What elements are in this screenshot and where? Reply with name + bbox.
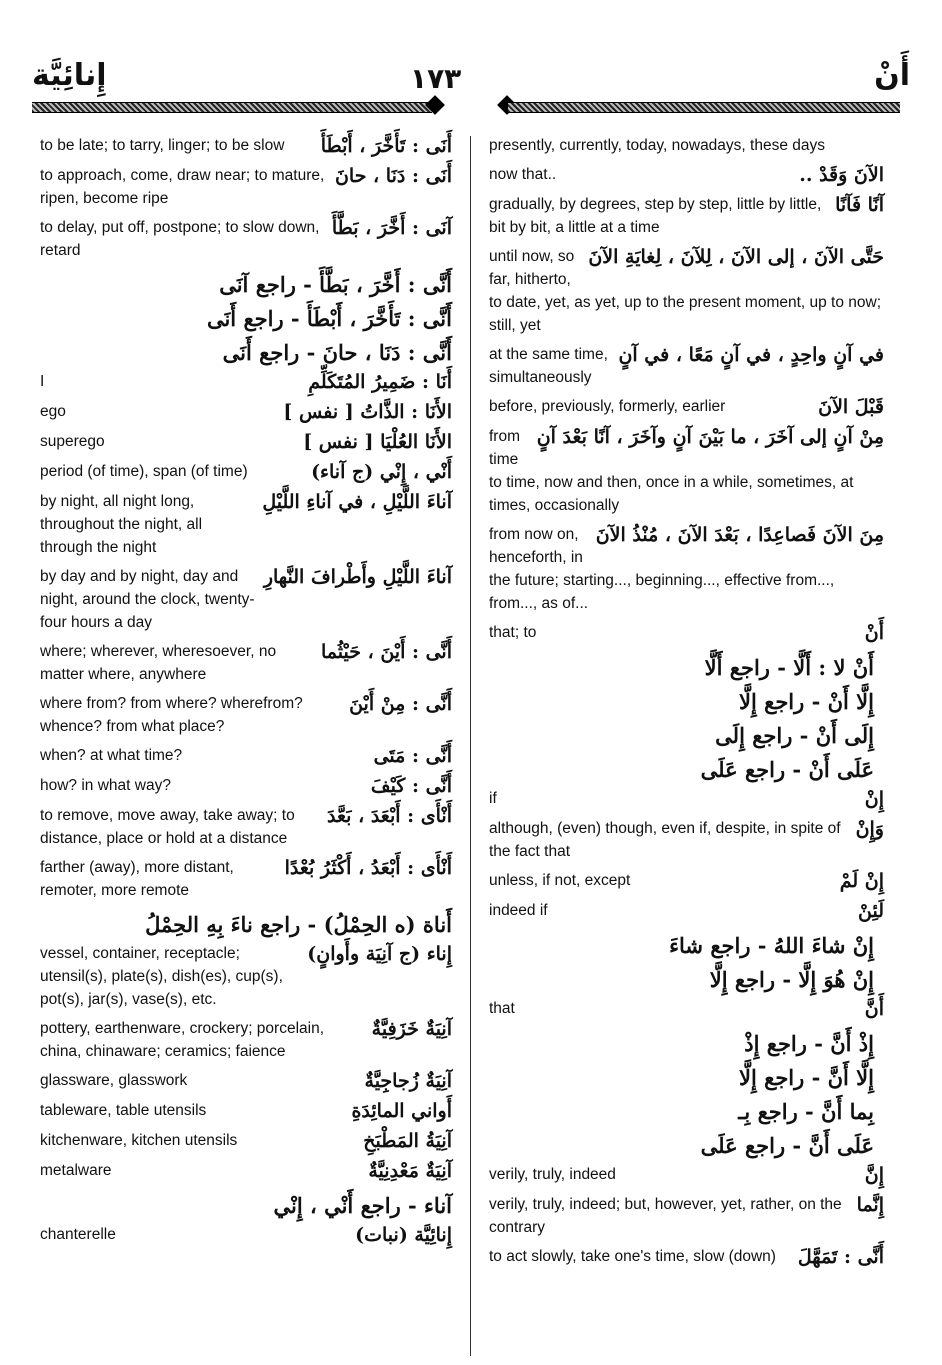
dictionary-entry xyxy=(489,869,884,893)
right-column xyxy=(489,134,884,1275)
english-definition: although, (even) though, even if, despite, in spite of the fact that xyxy=(489,820,841,860)
arabic-headword: أَنْي ، إِنْي (ج آناء) xyxy=(311,461,452,483)
english-definition: where from? from where? wherefrom? whence? from what place? xyxy=(40,695,303,735)
english-definition: ego xyxy=(40,403,66,420)
arabic-headword: الأَنَا العُلْيَا [ نفس ] xyxy=(303,431,452,453)
left-column xyxy=(40,134,452,1253)
header-rule-right xyxy=(508,102,900,113)
dictionary-entry xyxy=(489,621,884,645)
cross-reference-entry: أَنَّى : تَأَخَّرَ ، أَبْطَأَ - راجع أَنَى xyxy=(206,306,452,331)
english-definition: from now on, henceforth, in the future; starting..., beginning..., effective from..., from..., as of... xyxy=(489,526,835,612)
dictionary-entry xyxy=(40,640,452,686)
guide-word-left: إِنائِيَّة xyxy=(32,58,107,93)
arabic-headword: إِنَّما xyxy=(856,1194,884,1216)
arabic-headword: إِنَّ xyxy=(864,1164,884,1186)
arabic-headword: أَنَّى : مِنْ أَيْنَ xyxy=(349,693,452,715)
cross-reference-entry: بِما أَنَّ - راجع بِـ xyxy=(738,1099,874,1124)
guide-word-right: أَنْ xyxy=(874,58,910,93)
page-number: ١٧٣ xyxy=(410,62,462,95)
arabic-headword: آنِيَةُ المَطْبَخِ xyxy=(363,1130,452,1152)
arabic-headword: أَنَّى : مَتَى xyxy=(373,745,452,767)
arabic-headword: أَنَّى : كَيْفَ xyxy=(370,775,452,797)
english-definition: chanterelle xyxy=(40,1226,116,1243)
english-definition: superego xyxy=(40,433,105,450)
english-definition: how? in what way? xyxy=(40,777,171,794)
dictionary-entry xyxy=(489,163,884,187)
dictionary-entry xyxy=(489,899,884,923)
arabic-headword: حَتَّى الآنَ ، إلى الآنَ ، لِلآنَ ، لِغايَةِ الآنَ xyxy=(588,246,884,268)
arabic-headword: لَئِنْ xyxy=(858,900,884,922)
cross-reference-entry: إِنْ شاءَ اللهُ - راجع شاءَ xyxy=(669,933,874,958)
dictionary-entry xyxy=(489,817,884,863)
english-definition: if xyxy=(489,790,497,807)
arabic-headword: أَنَى : تَأَخَّرَ ، أَبْطَأَ xyxy=(320,135,452,157)
dictionary-entry xyxy=(40,216,452,262)
english-definition: period (of time), span (of time) xyxy=(40,463,248,480)
english-definition: that xyxy=(489,1000,515,1017)
cross-reference-entry: عَلَى أَنَّ - راجع عَلَى xyxy=(700,1133,874,1158)
english-definition: until now, so far, hitherto, to date, yet, as yet, up to the present moment, up to now; still, yet xyxy=(489,248,882,334)
cross-reference-entry: إِلَى أَنْ - راجع إِلَى xyxy=(715,723,874,748)
dictionary-entry xyxy=(40,804,452,850)
arabic-headword: أَنَى : دَنَا ، حانَ xyxy=(334,165,452,187)
arabic-headword: مِنَ الآنَ فَصاعِدًا ، بَعْدَ الآنَ ، مُنْذُ الآنَ xyxy=(595,524,884,546)
english-definition: tableware, table utensils xyxy=(40,1102,207,1119)
dictionary-entry xyxy=(489,193,884,239)
english-definition: to be late; to tarry, linger; to be slow xyxy=(40,137,285,154)
english-definition: kitchenware, kitchen utensils xyxy=(40,1132,238,1149)
english-definition: by day and by night, day and night, around the clock, twenty-four hours a day xyxy=(40,568,255,631)
arabic-headword: قَبْلَ الآنَ xyxy=(818,396,884,418)
english-definition: when? at what time? xyxy=(40,747,183,764)
arabic-headword: الأَنَا : الذَّاتُ [ نفس ] xyxy=(283,401,452,423)
dictionary-entry xyxy=(40,490,452,559)
cross-reference-entry: آناء - راجع أَنْي ، إِنْي xyxy=(273,1193,452,1218)
dictionary-entry xyxy=(489,523,884,615)
arabic-headword: إِناء (ج آنِيَة وأَوانٍ) xyxy=(307,943,452,965)
arabic-headword: إِنائِيَّة (نبات) xyxy=(355,1224,452,1246)
english-definition: to remove, move away, take away; to distance, place or hold at a distance xyxy=(40,807,295,847)
dictionary-entry xyxy=(40,1159,452,1183)
arabic-headword: آناءَ اللَّيْلِ ، في آناءِ اللَّيْلِ xyxy=(262,491,452,513)
arabic-headword: إِنْ لَمْ xyxy=(839,870,884,892)
english-definition: now that.. xyxy=(489,166,557,183)
dictionary-entry xyxy=(489,1245,884,1269)
dictionary-entry xyxy=(489,1193,884,1239)
arabic-headword: أَنَّ xyxy=(864,998,884,1020)
arabic-headword: مِنْ آنٍ إلى آخَرَ ، ما بَيْنَ آنٍ وآخَرَ ، آنًا بَعْدَ آنٍ xyxy=(536,426,884,448)
dictionary-entry xyxy=(489,1163,884,1187)
english-definition: before, previously, formerly, earlier xyxy=(489,398,726,415)
arabic-headword: في آنٍ واحِدٍ ، في آنٍ مَعًا ، في آنٍ xyxy=(618,344,884,366)
english-definition: glassware, glasswork xyxy=(40,1072,188,1089)
english-definition: verily, truly, indeed; but, however, yet, rather, on the contrary xyxy=(489,1196,842,1236)
arabic-headword: أَنَّى : أَيْنَ ، حَيْثُما xyxy=(320,641,452,663)
dictionary-entry xyxy=(489,997,884,1021)
arabic-headword: آنِيَةٌ زُجاجِيَّةٌ xyxy=(364,1070,452,1092)
arabic-headword: آنًا فَآنًا xyxy=(835,194,884,216)
dictionary-entry xyxy=(489,134,884,157)
arabic-headword: أَواني المائِدَةِ xyxy=(351,1100,452,1122)
header-rule-left xyxy=(32,102,432,113)
dictionary-entry xyxy=(40,460,452,484)
arabic-headword: آنَى : أَخَّرَ ، بَطَّأَ xyxy=(331,217,452,239)
english-definition: at the same time, simultaneously xyxy=(489,346,608,386)
dictionary-entry xyxy=(489,343,884,389)
dictionary-entry xyxy=(40,1017,452,1063)
cross-reference-entry: إِلَّا أَنْ - راجع إِلَّا xyxy=(739,689,874,714)
cross-reference-entry: عَلَى أَنْ - راجع عَلَى xyxy=(700,757,874,782)
arabic-headword: إِنْ xyxy=(864,788,884,810)
english-definition: that; to xyxy=(489,624,537,641)
arabic-headword: أَنْأَى : أَبْعَدُ ، أَكْثَرُ بُعْدًا xyxy=(284,857,452,879)
page-header xyxy=(0,58,942,128)
dictionary-entry xyxy=(40,1223,452,1247)
dictionary-entry xyxy=(40,565,452,634)
cross-reference-entry: أَنَّى : أَخَّرَ ، بَطَّأَ - راجع آنَى xyxy=(219,272,452,297)
english-definition: indeed if xyxy=(489,902,548,919)
arabic-headword: الآنَ وَقَدْ .. xyxy=(799,164,884,186)
english-definition: to approach, come, draw near; to mature, ripen, become ripe xyxy=(40,167,325,207)
dictionary-entry xyxy=(40,774,452,798)
dictionary-entry xyxy=(40,400,452,424)
cross-reference-entry: إِلَّا أَنَّ - راجع إِلَّا xyxy=(739,1065,874,1090)
dictionary-entry xyxy=(40,942,452,1011)
cross-reference-entry: أَنَّى : دَنَا ، حانَ - راجع أَنَى xyxy=(222,340,452,365)
cross-reference-entry: أَناة (ه الحِمْلُ) - راجع ناءَ بِهِ الحِمْلُ xyxy=(145,912,452,937)
dictionary-entry xyxy=(40,1069,452,1093)
arabic-headword: آناءَ اللَّيْلِ وأَطْرافَ النَّهارِ xyxy=(263,566,452,588)
english-definition: vessel, container, receptacle; utensil(s), plate(s), dish(es), cup(s), pot(s), jar(s), vase(s), etc. xyxy=(40,945,283,1008)
english-definition: I xyxy=(40,373,45,390)
english-definition: pottery, earthenware, crockery; porcelain, china, chinaware; ceramics; faience xyxy=(40,1020,325,1060)
dictionary-entry xyxy=(40,370,452,394)
dictionary-entry xyxy=(489,245,884,337)
english-definition: to delay, put off, postpone; to slow down, retard xyxy=(40,219,320,259)
english-definition: verily, truly, indeed xyxy=(489,1166,616,1183)
english-definition: where; wherever, wheresoever, no matter where, anywhere xyxy=(40,643,277,683)
cross-reference-entry: أَنْ لا : أَلَّا - راجع أَلَّا xyxy=(704,655,874,680)
english-definition: farther (away), more distant, remoter, more remote xyxy=(40,859,234,899)
english-definition: presently, currently, today, nowadays, these days xyxy=(489,137,826,154)
english-definition: by night, all night long, throughout the night, all through the night xyxy=(40,493,203,556)
english-definition: unless, if not, except xyxy=(489,872,631,889)
arabic-headword: آنِيَةٌ مَعْدِنِيَّةٌ xyxy=(368,1160,452,1182)
arabic-headword: أَنَا : ضَمِيرُ المُتَكَلِّمِ xyxy=(308,371,452,393)
dictionary-entry xyxy=(40,692,452,738)
dictionary-entry xyxy=(489,425,884,517)
arabic-headword: أَنَّى : تَمَهَّلَ xyxy=(797,1246,884,1268)
dictionary-entry xyxy=(40,430,452,454)
dictionary-entry xyxy=(40,164,452,210)
english-definition: from time to time, now and then, once in a while, sometimes, at times, occasionally xyxy=(489,428,854,514)
arabic-headword: وَإِنْ xyxy=(855,818,884,840)
arabic-headword: أَنْأَى : أَبْعَدَ ، بَعَّدَ xyxy=(327,805,452,827)
column-divider xyxy=(470,136,471,1356)
dictionary-entry xyxy=(489,787,884,811)
dictionary-entry xyxy=(40,744,452,768)
cross-reference-entry: إِذْ أَنَّ - راجع إِذْ xyxy=(744,1031,874,1056)
english-definition: metalware xyxy=(40,1162,112,1179)
dictionary-entry xyxy=(40,1099,452,1123)
dictionary-entry xyxy=(40,134,452,158)
dictionary-entry xyxy=(40,1129,452,1153)
english-definition: to act slowly, take one's time, slow (down) xyxy=(489,1248,776,1265)
dictionary-entry xyxy=(40,856,452,902)
english-definition: gradually, by degrees, step by step, little by little, bit by bit, a little at a time xyxy=(489,196,822,236)
cross-reference-entry: إِنْ هُوَ إِلَّا - راجع إِلَّا xyxy=(709,967,874,992)
dictionary-entry xyxy=(489,395,884,419)
arabic-headword: أَنْ xyxy=(864,622,884,644)
arabic-headword: آنِيَةٌ خَزَفِيَّةٌ xyxy=(371,1018,452,1040)
